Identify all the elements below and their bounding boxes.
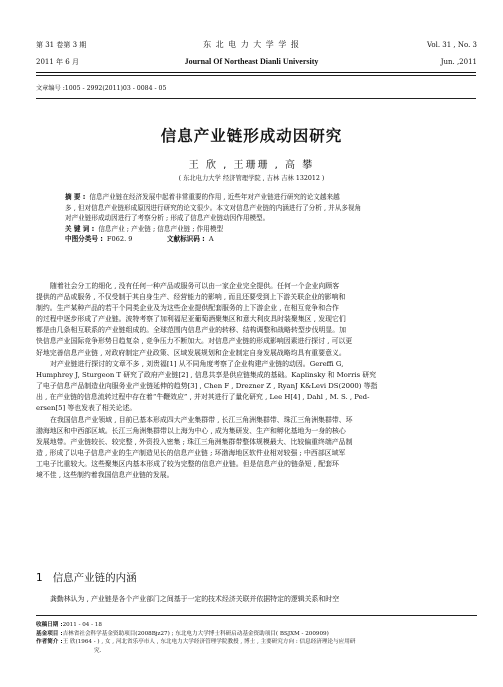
clc-label: 中图分类号 : [65,235,103,243]
classification: 中图分类号 : F062. 9 文献标识码 : A [65,235,214,243]
section-heading [36,570,137,585]
received-date: 收稿日期 :2011 - 04 - 18 [36,622,102,628]
authors: 王 欣 , 王珊珊 , 高 攀 [188,160,315,171]
abstract-line: 对产业链形成动因进行了考察分析 ; 形成了信息产业链动因作用模型。 [65,214,270,222]
header-rule-bottom [36,75,476,76]
body-para-1: 随着社会分工的细化 , 没有任何一种产品或服务可以由一家企业完全提供。任何一个企业向顾客 提供的产品或服务 , 不仅受制于其自身生产、经营能力的影响 , 而且还要受到上下游关联企业的影响和 制约。生产某种产品的若干个同类企业及为这些企业提供配套服务的上下游企业 , 在相互竞争和合作 的过程中逐步形成了产业链。波特考察了加利福尼亚葡萄酒聚集区和意大利皮具时装聚集区 , 发现它们 都是由几条相互联系的产业链组成的。全球范围内信息产业的转移、结构调整和战略转型步伐明显。加 快信息产业国际竞争形势日趋复杂 , 竞争压力不断加大。对信息产业链的形成影响因素进行探讨 , 可以更 好地完善信息产业链 , 对政府制定产业政策、区域发展规划和企业制定自身发展战略均具有重要意义。 [36,282,353,357]
article-id-rule [36,98,476,99]
body-para-3: 在我国信息产业领域 , 目前已基本形成四大产业集群带 , 长江三角洲集群带、珠江三角洲集群带、环 渤海地区和中西部区域。长江三角洲集群带以上海为中心 , 成为集研发、生产和孵化基地为一身的核心 发展地带。产业链较长、较完整 , 外资投入密集 ; 珠江三角洲集群带整体规模最大、比较偏重终端产品制 造 , 形成了以电子信息产业的生产制造见长的信息产业链 ; 环渤海地区软件业相对较强 ; 中西部区域军 工电子比重较大。这些聚集区内基本形成了较为完整的信息产业链。但是信息产业的链条短 , 配套环 境不佳 , 这些制约着我国信息产业链的发展。 [36,416,353,480]
affiliation: ( 东北电力大学 经济管理学院 , 吉林 吉林 132012 ) [178,175,325,182]
volume-cn: 第 31 卷第 3 期 [36,41,87,49]
author-bio-cont: 究. [94,647,102,654]
footnote-rule [36,615,477,616]
body-para-2: 对产业链进行探讨的文章不多 , 刘贵福[1] 从不同角度考察了企业构建产业链的动因。Gereffi G, Humphrey J, Sturgeon T 研究了政府产业链[2] , 信息共享是供应链集成的基础。Kaplinsky 和 Morris 研究 了电子信息产品制造业向服务业产业链延伸的趋势[3] , Chen F , Drezner Z , RyanJ K&Levi DS(2000) 等指 出 , 在产业链的信息流转过程中存在着“牛鞭效应” , 并对其进行了量化研究 , Lee H[4] , Dahl , M. S. , Ped- ersen[5] 等也发表了相关论述。 [36,360,378,413]
header-rule-top [36,72,476,73]
section-title: 信息产业链的内涵 [52,572,137,584]
body-para-4: 龚勤林认为 , 产业链是各个产业部门之间基于一定的技术经济关联并依据特定的逻辑关系和时空 [50,595,340,603]
abstract-block [65,192,443,245]
abstract-label: 摘 要 : [65,193,86,201]
author-bio: 作者简介 :王 欣(1964 - ) , 女 , 河北省乐亭市人 , 东北电力大学经济管理学院教授 , 博士 , 主要研究方向 : 信息经济理论与应用研 [36,639,356,646]
journal-name-cn: 东 北 电 力 大 学 学 报 [203,40,300,49]
keywords-label: 关 键 词 : [65,224,95,233]
footnotes [36,621,477,655]
journal-name-en: Journal Of Northeast Dianli University [184,57,319,66]
date-cn: 2011 年 6 月 [36,58,79,66]
abstract-line: 多 , 但对信息产业链形成原因进行研究的论文很少。本文对信息产业链的内涵进行了分析 , 并从多视角 [65,203,362,212]
fund-info: 基金项目 :吉林省社会科学基金资助项目(2008Bjz27) ; 东北电力大学博士科研启动基金资助项目( BSJXM - 200909) [36,630,329,637]
section-number: 1 [36,572,43,584]
article-id: 文章编号 :1005 - 2992(2011)03 - 0084 - 05 [36,85,167,92]
page-title: 信息产业链形成动因研究 [160,127,343,145]
volume-en: Vol. 31 , No. 3 [426,41,477,49]
abstract-line: 摘 要 : 信息产业链在经济发展中起着非常重要的作用 , 近些年对产业链进行研究的论文越来越 [65,193,340,201]
keywords: 关 键 词 : 信息产业 ; 产业链 ; 信息产业链 ; 作用模型 [65,224,224,233]
doc-code-label: 文献标识码 : [166,235,205,243]
date-en: Jun. ,2011 [440,58,477,66]
